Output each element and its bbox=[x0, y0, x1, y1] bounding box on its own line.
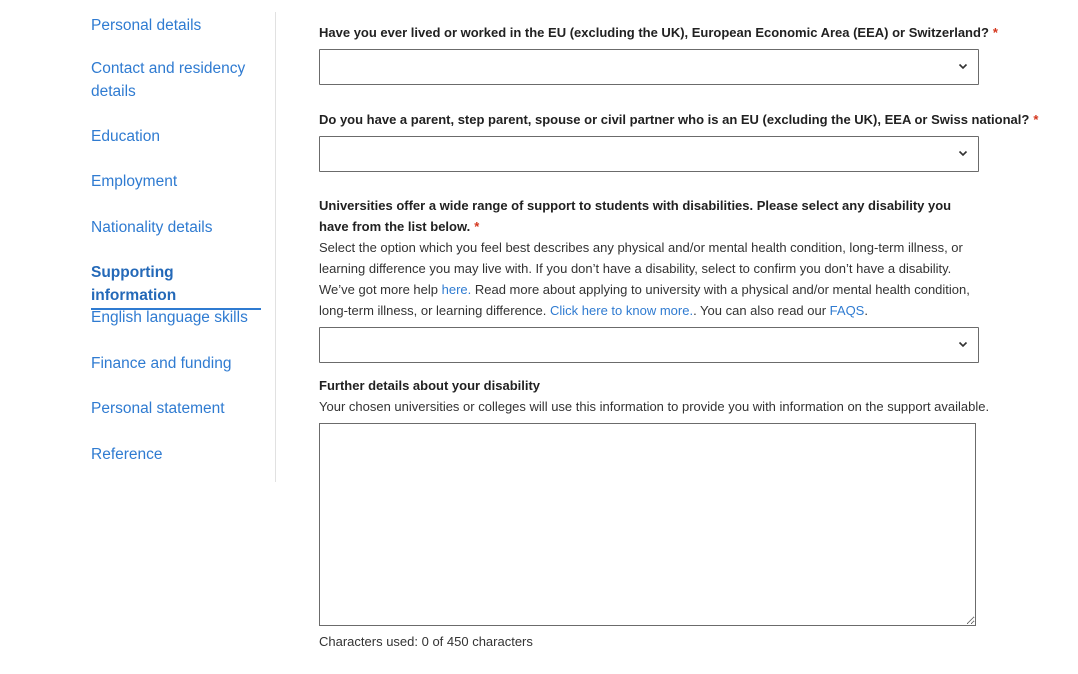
sidebar-item-nationality[interactable]: Nationality details bbox=[91, 219, 213, 236]
sidebar-item-reference[interactable]: Reference bbox=[91, 446, 163, 463]
sidebar-item-finance-funding[interactable]: Finance and funding bbox=[91, 355, 232, 372]
further-details-label: Further details about your disability bbox=[319, 378, 541, 393]
required-asterisk: * bbox=[474, 218, 480, 234]
help-here-link[interactable]: here. bbox=[441, 282, 472, 297]
help-text-part: Select the option which you feel best describes any physical and/or mental health condition, long-term illness, or learning difference you may live with. If you don’t have a disability, select to confirm you don’t have a disability. We’ve got more help bbox=[319, 240, 963, 297]
sidebar-item-personal-details[interactable]: Personal details bbox=[91, 17, 202, 34]
question-text: Do you have a parent, step parent, spouse or civil partner who is an EU (excluding the UK), EEA or Swiss national? bbox=[319, 112, 1030, 127]
sidebar-item-education[interactable]: Education bbox=[91, 128, 160, 145]
chevron-down-icon bbox=[956, 146, 970, 160]
sidebar-item-personal-statement[interactable]: Personal statement bbox=[91, 400, 225, 417]
disability-select[interactable] bbox=[319, 327, 979, 363]
question-text: Have you ever lived or worked in the EU (excluding the UK), European Economic Area (EEA) or Switzerland? bbox=[319, 25, 989, 40]
further-details-textarea[interactable] bbox=[319, 423, 976, 626]
sidebar-item-label: Supporting information bbox=[91, 261, 261, 310]
eu-family-question-label bbox=[319, 110, 1038, 130]
help-text-part: Read more about applying to university with a physical and/or mental health condition, long-term illness, or learning difference. bbox=[319, 282, 970, 318]
required-asterisk: * bbox=[1033, 112, 1039, 127]
section-sidebar bbox=[0, 12, 276, 482]
further-details-help: Your chosen universities or colleges will use this information to provide you with information on the support available. bbox=[319, 399, 990, 414]
sidebar-item-employment[interactable]: Employment bbox=[91, 173, 178, 190]
help-text-part: . You can also read our bbox=[693, 303, 830, 318]
chevron-down-icon bbox=[956, 337, 970, 351]
disability-question-label bbox=[319, 196, 979, 237]
eu-family-select[interactable] bbox=[319, 136, 979, 172]
sidebar-item-english-language[interactable]: English language skills bbox=[91, 309, 248, 326]
sidebar-item-supporting-information[interactable] bbox=[91, 261, 261, 310]
faqs-link[interactable]: FAQS bbox=[829, 303, 865, 318]
sidebar-item-contact-residency[interactable]: Contact and residency details bbox=[91, 60, 246, 100]
know-more-link[interactable]: Click here to know more. bbox=[550, 303, 694, 318]
eu-residency-question-label bbox=[319, 23, 998, 43]
character-counter: Characters used: 0 of 450 characters bbox=[319, 634, 533, 649]
question-text: Universities offer a wide range of support to students with disabilities. Please select any disability you have from the list below. bbox=[319, 198, 952, 234]
disability-help-text bbox=[319, 237, 979, 321]
chevron-down-icon bbox=[956, 59, 970, 73]
eu-residency-select[interactable] bbox=[319, 49, 979, 85]
required-asterisk: * bbox=[992, 25, 998, 40]
help-text-part: . bbox=[864, 303, 868, 318]
